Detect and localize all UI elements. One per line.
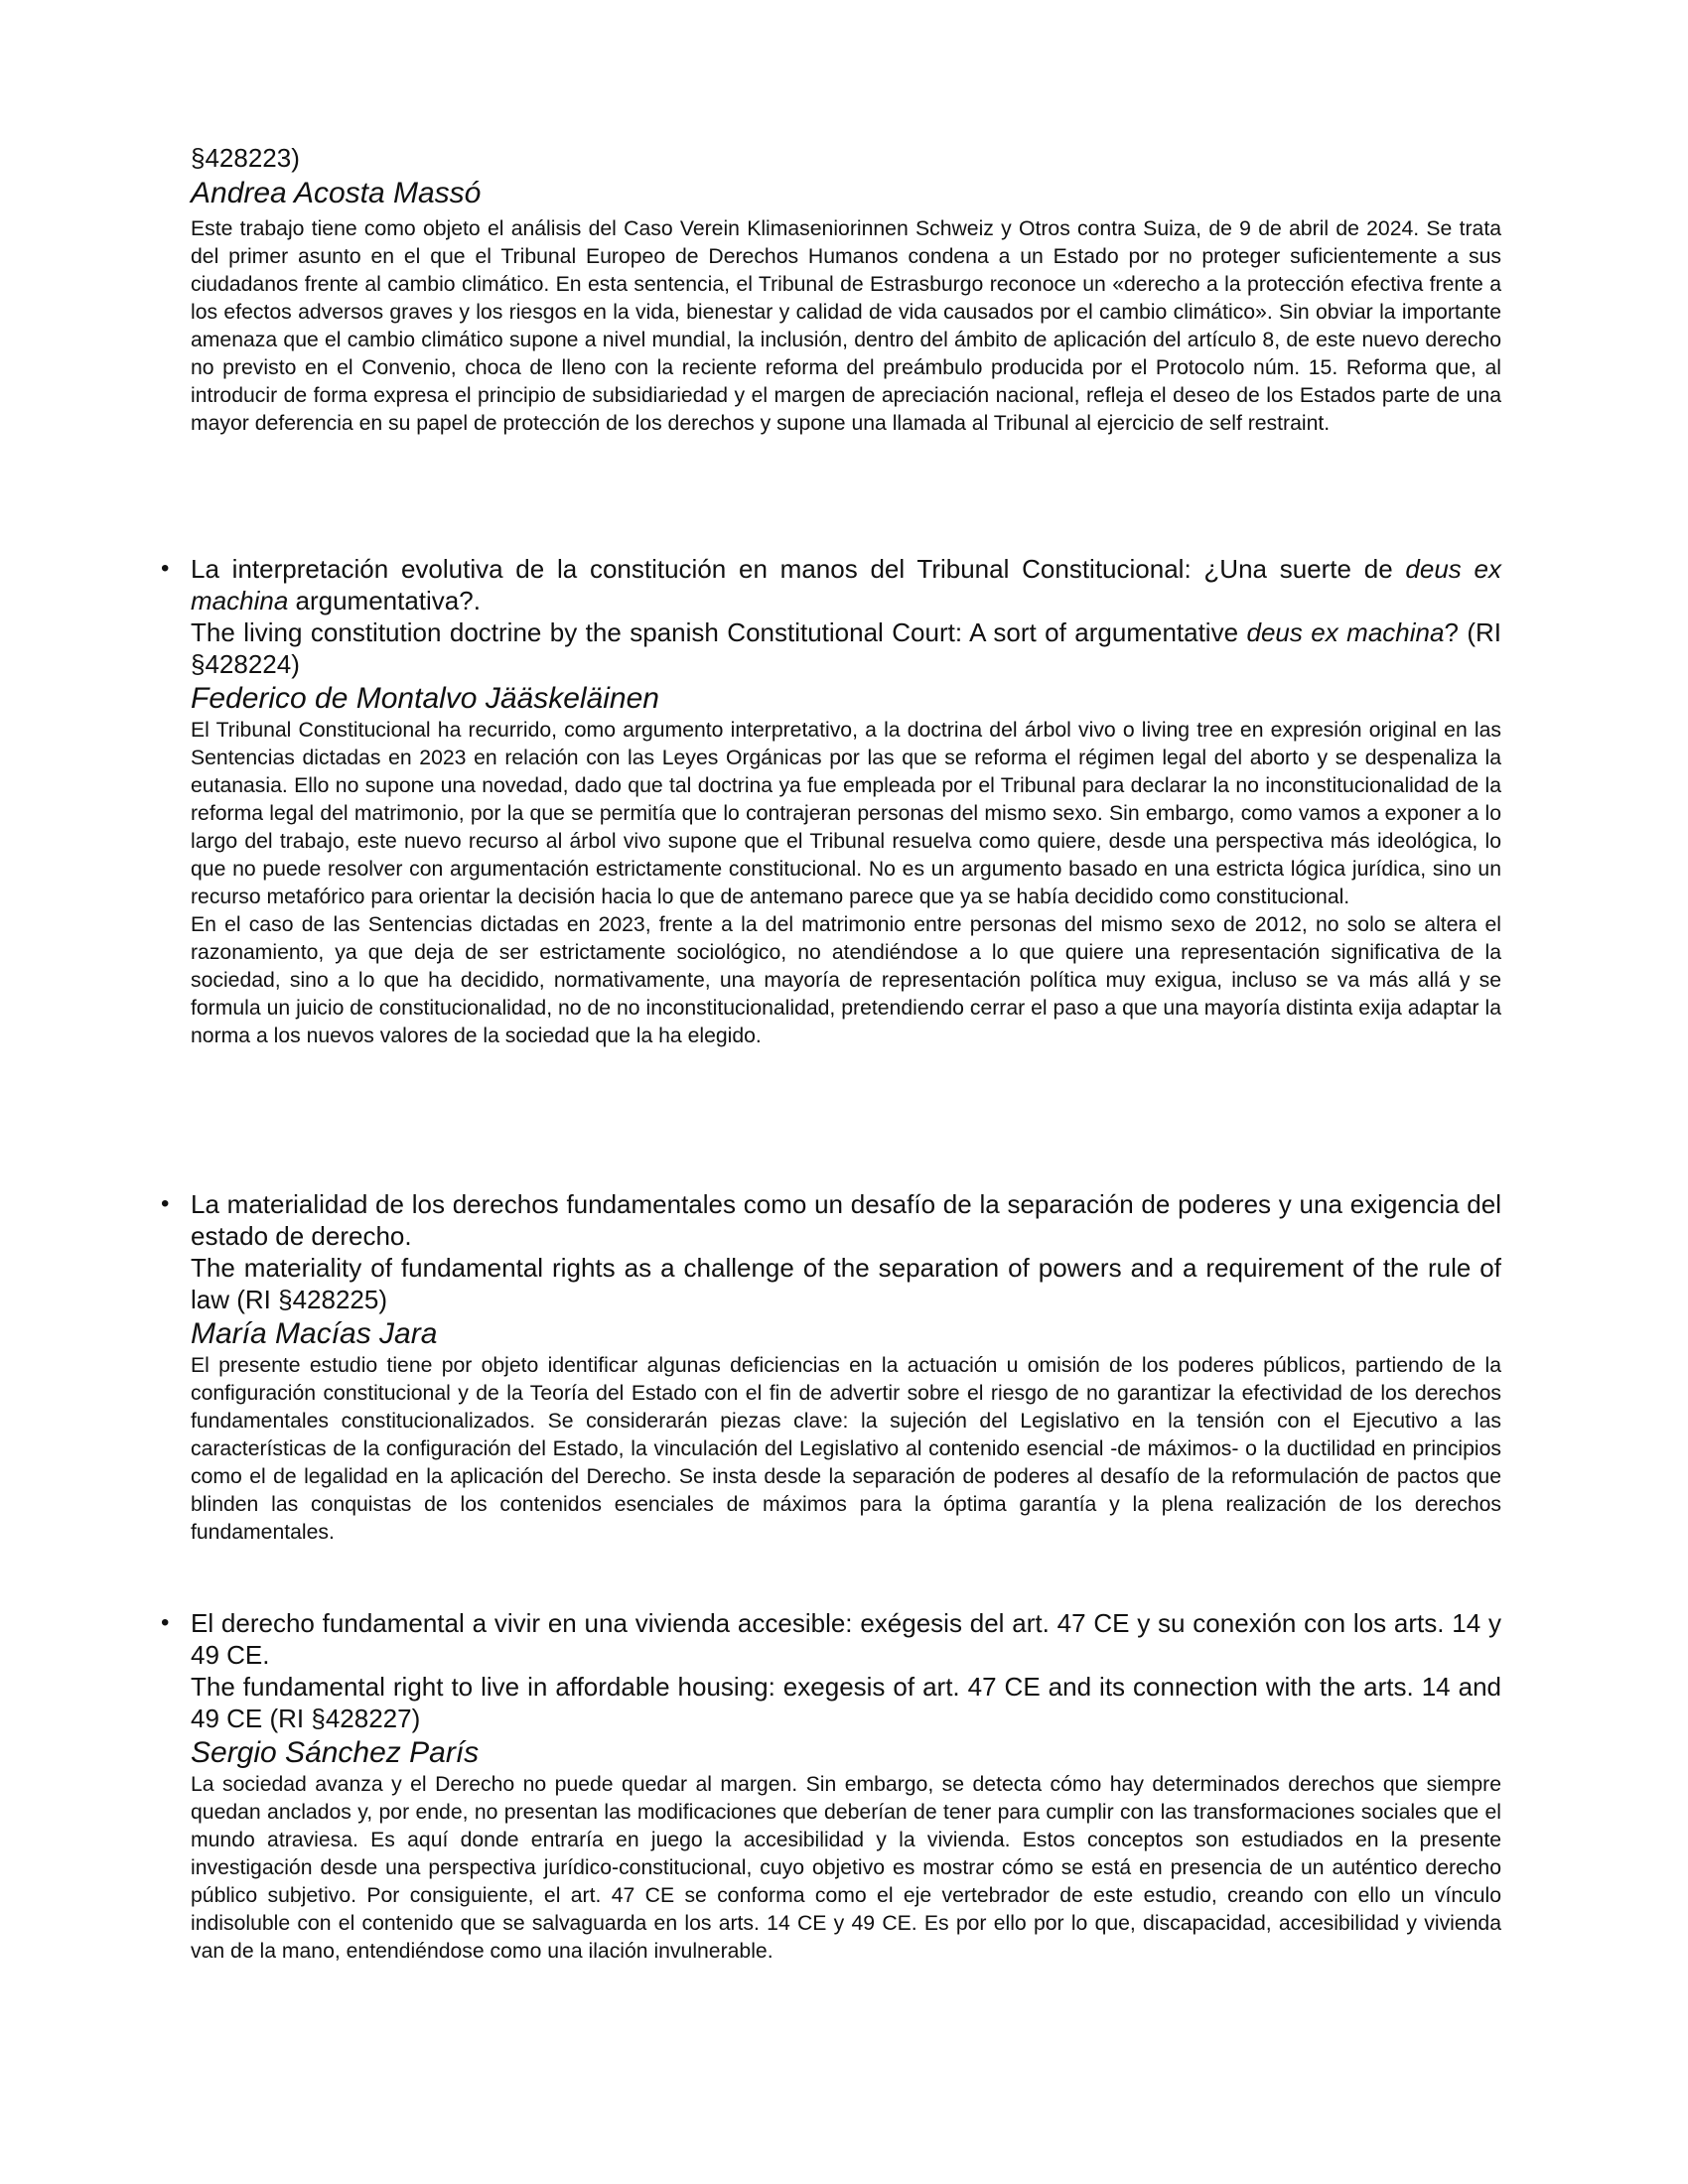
article-title-en: The fundamental right to live in affordable housing: exegesis of art. 47 CE and its connection with the arts. 14 and 49 CE (RI §428227) xyxy=(191,1672,1501,1733)
article-title-es: La materialidad de los derechos fundamentales como un desafío de la separación de poderes y una exigencia del estado de derecho. xyxy=(191,1189,1501,1251)
article-title-es: La interpretación evolutiva de la constitución en manos del Tribunal Constitucional: ¿Una suerte de deus ex machina argumentativa?. xyxy=(191,554,1501,615)
article-title-en: The living constitution doctrine by the spanish Constitutional Court: A sort of argumentative deus ex machina? (RI §428224) xyxy=(191,617,1502,679)
abstract-paragraph: El presente estudio tiene por objeto identificar algunas deficiencias en la actuación u omisión de los poderes públicos, partiendo de la configuración constitucional y de la Teoría del Estado con el fin de advertir sobre el riesgo de no garantizar la efectividad de los derechos fundamentales constitucionalizados. Se considerarán piezas clave: la sujeción del Legislativo en la tensión con el Ejecutivo a las características de la configuración del Estado, la vinculación del Legislativo al contenido esencial -de máximos- o la ductilidad en principios como el de legalidad en la aplicación del Derecho. Se insta desde la separación de poderes al desafío de la reformulación de pactos que blinden las conquistas de los contenidos esenciales de máximos para la óptima garantía y la plena realización de los derechos fundamentales. xyxy=(191,1354,1501,1544)
abstract-paragraph: Este trabajo tiene como objeto el análisis del Caso Verein Klimaseniorinnen Schweiz y Otros contra Suiza, de 9 de abril de 2024. Se trata del primer asunto en el que el Tribunal Europeo de Derechos Humanos condena a un Estado por no proteger suficientemente a sus ciudadanos frente al cambio climático. En esta sentencia, el Tribunal de Estrasburgo reconoce un «derecho a la protección efectiva frente a los efectos adversos graves y los riesgos en la vida, bienestar y calidad de vida causados por el cambio climático». Sin obviar la importante amenaza que el cambio climático supone a nivel mundial, la inclusión, dentro del ámbito de aplicación del artículo 8, de este nuevo derecho no previsto en el Convenio, choca de lleno con la reciente reforma del preámbulo producida por el Protocolo núm. 15. Reforma que, al introducir de forma expresa el principio de subsidiariedad y el margen de apreciación nacional, refleja el deseo de los Estados parte de una mayor deferencia en su papel de protección de los derechos y supone una llamada al Tribunal al ejercicio de self restraint. xyxy=(191,217,1501,435)
bullet-icon: • xyxy=(161,555,170,582)
article-author: María Macías Jara xyxy=(191,1317,438,1350)
continued-reference: §428223) xyxy=(191,143,300,173)
article-author: Federico de Montalvo Jääskeläinen xyxy=(191,682,659,715)
abstract-paragraph: En el caso de las Sentencias dictadas en 2023, frente a la del matrimonio entre personas del mismo sexo de 2012, no solo se altera el razonamiento, ya que deja de ser estrictamente sociológico, no atendiéndose a lo que quiere una representación significativa de la sociedad, sino a lo que ha decidido, normativamente, una mayoría de representación política muy exigua, incluso se va más allá y se formula un juicio de constitucionalidad, no de no inconstitucionalidad, pretendiendo cerrar el paso a que una mayoría distinta exija adaptar la norma a los nuevos valores de la sociedad que la ha elegido. xyxy=(191,913,1501,1047)
article-entry xyxy=(161,1188,1501,1547)
article-abstract xyxy=(191,717,1501,1050)
article-title-en: The materiality of fundamental rights as a challenge of the separation of powers and a requirement of the rule of law (RI §428225) xyxy=(191,1253,1501,1314)
article-abstract xyxy=(191,1352,1501,1547)
abstract-paragraph: La sociedad avanza y el Derecho no puede quedar al margen. Sin embargo, se detecta cómo hay determinados derechos que siempre quedan anclados y, por ende, no presentan las modificaciones que deberían de tener para cumplir con las transformaciones sociales que el mundo atraviesa. Es aquí donde entraría en juego la accesibilidad y la vivienda. Estos conceptos son estudiados en la presente investigación desde una perspectiva jurídico-constitucional, cuyo objetivo es mostrar cómo se está en presencia de un auténtico derecho público subjetivo. Por consiguiente, el art. 47 CE se conforma como el eje vertebrador de este estudio, creando con ello un vínculo indisoluble con el contenido que se salvaguarda en los arts. 14 CE y 49 CE. Es por ello por lo que, discapacidad, accesibilidad y vivienda van de la mano, entendiéndose como una ilación invulnerable. xyxy=(191,1773,1501,1963)
article-abstract xyxy=(191,1771,1501,1966)
bullet-icon: • xyxy=(161,1609,170,1636)
abstract-paragraph: El Tribunal Constitucional ha recurrido, como argumento interpretativo, a la doctrina del árbol vivo o living tree en expresión original en las Sentencias dictadas en 2023 en relación con las Leyes Orgánicas por las que se reforma el régimen legal del aborto y se despenaliza la eutanasia. Ello no supone una novedad, dado que tal doctrina ya fue empleada por el Tribunal para declarar la no inconstitucionalidad de la reforma legal del matrimonio, por la que se permitía que lo contrajeran personas del mismo sexo. Sin embargo, como vamos a exponer a lo largo del trabajo, este nuevo recurso al árbol vivo supone que el Tribunal resuelva como quiere, desde una perspectiva más ideológica, lo que no puede resolver con argumentación estrictamente constitucional. No es un argumento basado en una estricta lógica jurídica, sino un recurso metafórico para orientar la decisión hacia lo que de antemano parece que ya se había decidido como constitucional. xyxy=(191,719,1501,908)
article-title-es: El derecho fundamental a vivir en una vivienda accesible: exégesis del art. 47 CE y su conexión con los arts. 14 y 49 CE. xyxy=(191,1608,1501,1670)
continued-abstract xyxy=(191,215,1501,438)
article-entry xyxy=(161,553,1502,1050)
article-entry xyxy=(161,1607,1501,1966)
bullet-icon: • xyxy=(161,1190,170,1217)
continued-author: Andrea Acosta Massó xyxy=(191,177,482,209)
article-author: Sergio Sánchez París xyxy=(191,1736,480,1769)
